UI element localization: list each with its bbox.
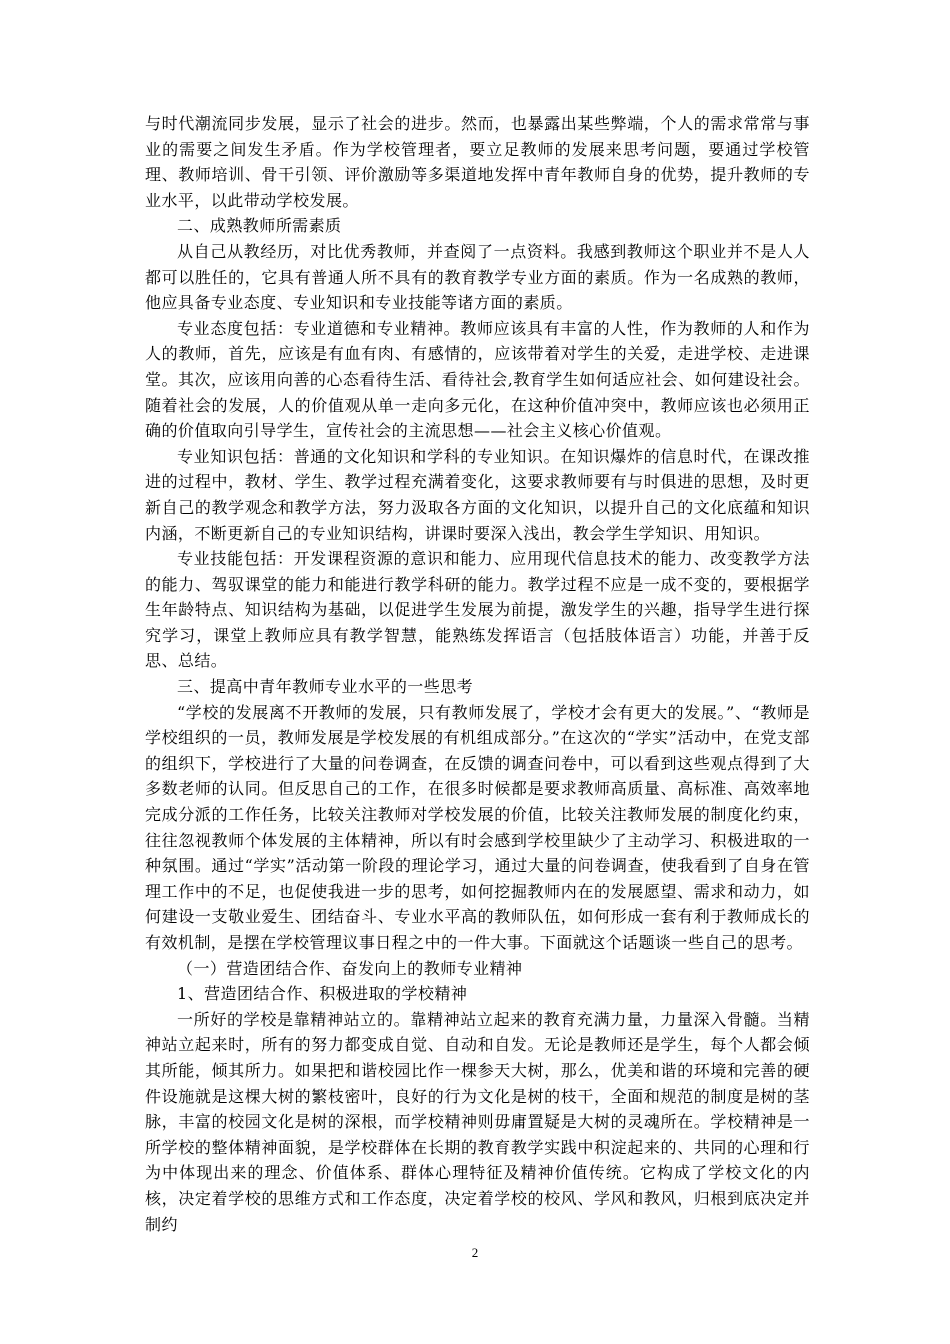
section-heading-2: 二、成熟教师所需素质 xyxy=(177,216,342,236)
paragraph: 专业技能包括：开发课程资源的意识和能力、应用现代信息技术的能力、改变教学方法的能力、驾驭课堂的能力和能进行教学科研的能力。教学过程不应是一成不变的，要根据学生年龄特点、知识结构为基础，以促进学生发展为前提，激发学生的兴趣，指导学生进行探究学习，课堂上教师应具有教学智慧，能熟练发挥语言（包括肢体语言）功能，并善于反思、总结。 xyxy=(145,549,810,671)
subsection-heading: （一）营造团结合作、奋发向上的教师专业精神 xyxy=(177,958,523,978)
subsubsection-heading: 1、营造团结合作、积极进取的学校精神 xyxy=(177,984,468,1004)
paragraph: “学校的发展离不开教师的发展，只有教师发展了，学校才会有更大的发展。”、“教师是学校组织的一员，教师发展是学校发展的有机组成部分。”在这次的“学实”活动中，在党支部的组织下，学校进行了大量的问卷调查，在反馈的调查问卷中，可以看到这些观点得到了大多数老师的认同。但反思自己的工作，在很多时候都是要求教师高质量、高标准、高效率地完成分派的工作任务，比较关注教师对学校发展的价值，比较关注教师发展的制度化约束，往往忽视教师个体发展的主体精神，所以有时会感到学校里缺少了主动学习、积极进取的一种氛围。通过“学实”活动第一阶段的理论学习，通过大量的问卷调查，使我看到了自身在管理工作中的不足，也促使我进一步的思考，如何挖掘教师内在的发展愿望、需求和动力，如何建设一支敬业爱生、团结奋斗、专业水平高的教师队伍，如何形成一套有利于教师成长的有效机制，是摆在学校管理议事日程之中的一件大事。下面就这个话题谈一些自己的思考。 xyxy=(145,702,810,952)
paragraph: 从自己从教经历，对比优秀教师，并查阅了一点资料。我感到教师这个职业并不是人人都可以胜任的，它具有普通人所不具有的教育教学专业方面的素质。作为一名成熟的教师，他应具备专业态度、专业知识和专业技能等诸方面的素质。 xyxy=(145,241,810,313)
section-heading-3: 三、提高中青年教师专业水平的一些思考 xyxy=(177,677,474,697)
document-body xyxy=(145,111,810,1237)
page-number: 2 xyxy=(471,1245,479,1260)
paragraph: 一所好的学校是靠精神站立的。靠精神站立起来的教育充满力量，力量深入骨髓。当精神站立起来时，所有的努力都变成自觉、自动和自发。无论是教师还是学生，每个人都会倾其所能，倾其所力。如果把和谐校园比作一棵参天大树，那么，优美和谐的环境和完善的硬件设施就是这棵大树的繁枝密叶，良好的行为文化是树的枝干，全面和规范的制度是树的茎脉，丰富的校园文化是树的深根，而学校精神则毋庸置疑是大树的灵魂所在。学校精神是一所学校的整体精神面貌，是学校群体在长期的教育教学实践中积淀起来的、共同的心理和行为中体现出来的理念、价值体系、群体心理特征及精神价值传统。它构成了学校文化的内核，决定着学校的思维方式和工作态度，决定着学校的校风、学风和教风，归根到底决定并制约 xyxy=(145,1009,810,1234)
paragraph: 专业态度包括：专业道德和专业精神。教师应该具有丰富的人性，作为教师的人和作为人的教师，首先，应该是有血有肉、有感情的，应该带着对学生的关爱，走进学校、走进课堂。其次，应该用向善的心态看待生活、看待社会,教育学生如何适应社会、如何建设社会。随着社会的发展，人的价值观从单一走向多元化，在这种价值冲突中，教师应该也必须用正确的价值取向引导学生，宣传社会的主流思想——社会主义核心价值观。 xyxy=(145,318,810,441)
paragraph: 专业知识包括：普通的文化知识和学科的专业知识。在知识爆炸的信息时代，在课改推进的过程中，教材、学生、教学过程充满着变化，这要求教师要有与时俱进的思想，及时更新自己的教学观念和教学方法，努力汲取各方面的文化知识，以提升自己的文化底蕴和知识内涵，不断更新自己的专业知识结构，讲课时要深入浅出，教会学生学知识、用知识。 xyxy=(145,446,810,543)
paragraph-continued: 与时代潮流同步发展，显示了社会的进步。然而，也暴露出某些弊端，个人的需求常常与事业的需要之间发生矛盾。作为学校管理者，要立足教师的发展来思考问题，要通过学校管理、教师培训、骨干引领、评价激励等多渠道地发挥中青年教师自身的优势，提升教师的专业水平，以此带动学校发展。 xyxy=(145,114,810,210)
